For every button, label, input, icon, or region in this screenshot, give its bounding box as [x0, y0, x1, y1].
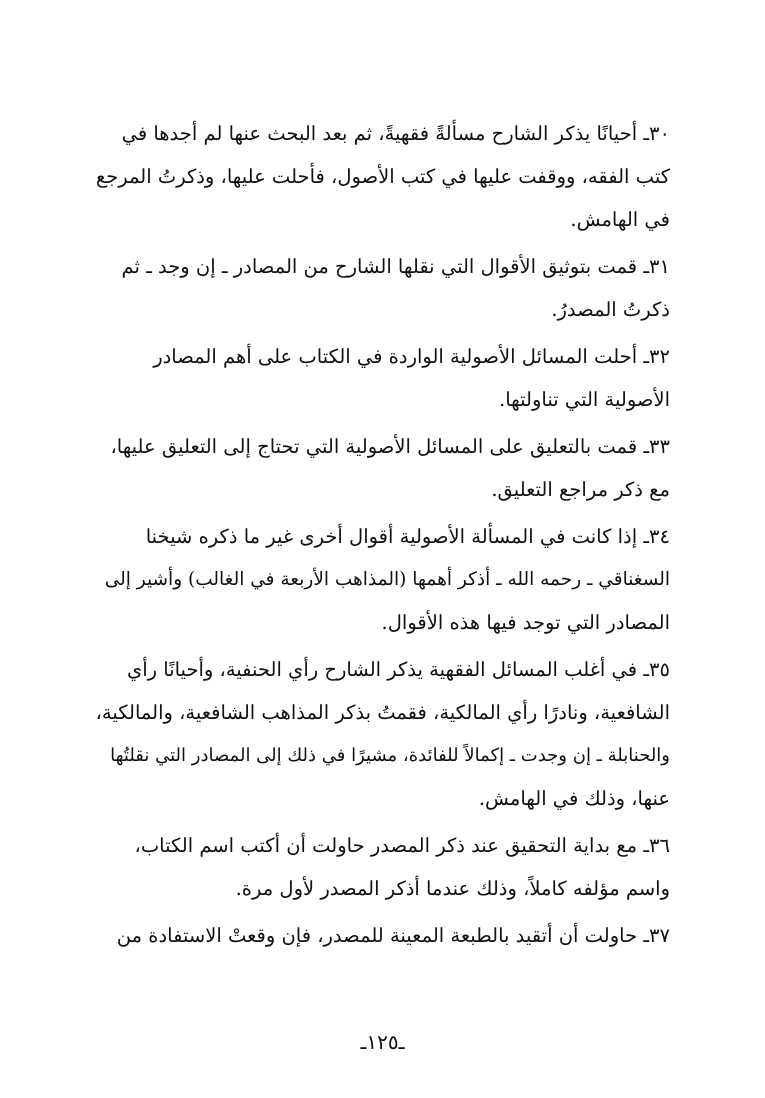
text-line: واسم مؤلفه كاملاً، وذلك عندما أذكر المصدر لأول مرة.	[235, 877, 670, 900]
list-item	[96, 335, 670, 421]
list-item	[96, 914, 670, 957]
page-number: ـ١٢٥ـ	[360, 1030, 405, 1054]
text-line: والحنابلة ـ إن وجدت ـ إكمالاً للفائدة، مشيرًا في ذلك إلى المصادر التي نقلتُها	[110, 745, 670, 766]
text-line: الأصولية التي تناولتها.	[499, 388, 670, 411]
text-line: ٣٧ـ حاولت أن أتقيد بالطبعة المعينة للمصدر، فإن وقعتْ الاستفادة من	[116, 924, 670, 947]
text-line: المصادر التي توجد فيها هذه الأقوال.	[381, 611, 670, 634]
list-item	[96, 112, 670, 241]
text-line: ٣٥ـ في أغلب المسائل الفقهية يذكر الشارح رأي الحنفية، وأحيانًا رأي	[126, 658, 670, 681]
list-item	[96, 425, 670, 511]
list-item	[96, 648, 670, 820]
list-item	[96, 824, 670, 910]
list-item	[96, 515, 670, 644]
text-line: كتب الفقه، ووقفت عليها في كتب الأصول، فأحلت عليها، وذكرتُ المرجع	[95, 165, 670, 188]
text-line: عنها، وذلك في الهامش.	[478, 787, 670, 810]
text-line: في الهامش.	[570, 208, 670, 231]
text-line: الشافعية، ونادرًا رأي المالكية، فقمتُ بذكر المذاهب الشافعية، والمالكية،	[95, 701, 670, 724]
text-line: ٣٤ـ إذا كانت في المسألة الأصولية أقوال أخرى غير ما ذكره شيخنا	[145, 525, 670, 548]
list-item	[96, 245, 670, 331]
page-body	[96, 112, 670, 961]
text-line: ٣٢ـ أحلت المسائل الأصولية الواردة في الكتاب على أهم المصادر	[153, 345, 670, 368]
text-line: ذكرتُ المصدرُ.	[551, 298, 670, 321]
text-line: ٣٣ـ قمت بالتعليق على المسائل الأصولية التي تحتاج إلى التعليق عليها،	[110, 435, 670, 458]
text-line: ٣١ـ قمت بتوثيق الأقوال التي نقلها الشارح من المصادر ـ إن وجد ـ ثم	[121, 255, 670, 278]
text-line: السغناقي ـ رحمه الله ـ أذكر أهمها (المذاهب الأربعة في الغالب) وأشير إلى	[104, 569, 670, 590]
text-line: ٣٠ـ أحيانًا يذكر الشارح مسألةً فقهيةً، ثم بعد البحث عنها لم أجدها في	[121, 122, 670, 145]
text-line: ٣٦ـ مع بداية التحقيق عند ذكر المصدر حاولت أن أكتب اسم الكتاب،	[134, 834, 670, 857]
text-line: مع ذكر مراجع التعليق.	[491, 478, 670, 501]
